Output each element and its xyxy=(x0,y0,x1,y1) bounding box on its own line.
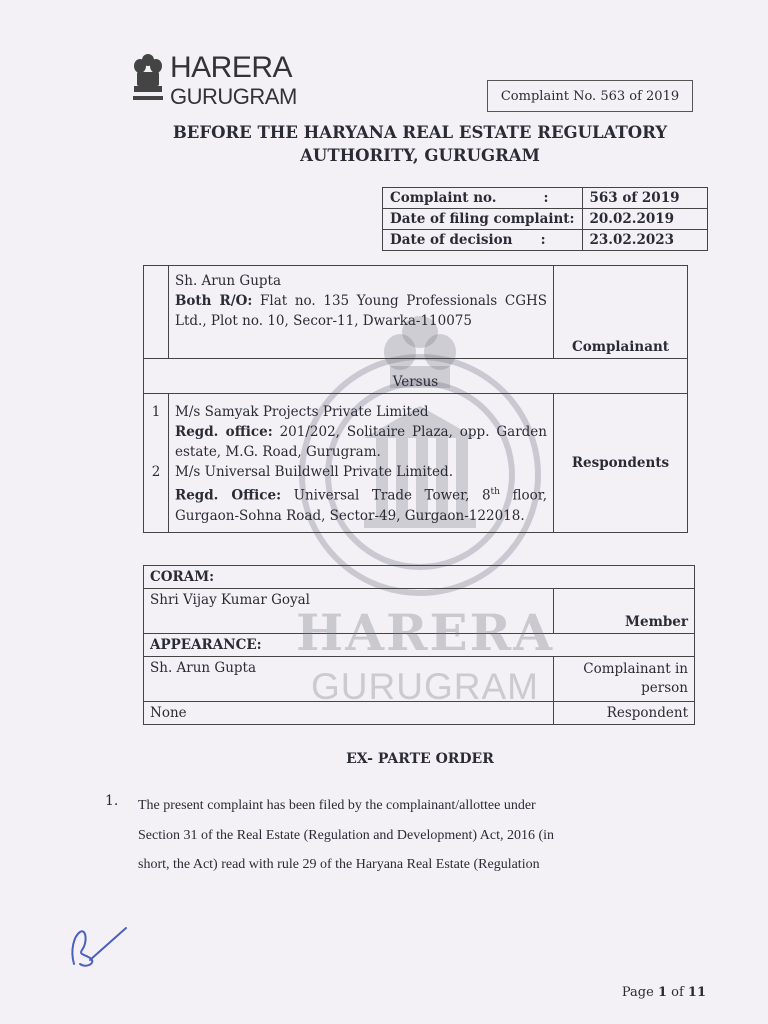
case-meta-table xyxy=(382,187,708,251)
respondent-office: Universal Trade Tower, 8 xyxy=(293,487,491,504)
table-row xyxy=(144,266,688,359)
table-row xyxy=(383,188,708,209)
respondent-office-cont: floor, Gurgaon-Sohna Road, Sector-49, Gurgaon-122018. xyxy=(175,487,548,524)
complainant-details xyxy=(169,266,554,359)
national-emblem-icon xyxy=(131,52,165,104)
paragraph-line: The present complaint has been filed by the complainant/allottee under xyxy=(138,798,536,813)
appearance-heading: APPEARANCE: xyxy=(144,634,695,657)
parties-table xyxy=(143,265,688,533)
meta-value: 20.02.2019 xyxy=(582,209,707,230)
signature-initials-icon xyxy=(66,920,130,972)
respondent-details xyxy=(169,394,554,533)
meta-label: Date of filing complaint: xyxy=(383,209,583,230)
appearance-role: Respondent xyxy=(554,702,695,725)
meta-label: Date of decision : xyxy=(383,230,583,251)
complaint-number-box: Complaint No. 563 of 2019 xyxy=(487,80,693,112)
appearance-name: None xyxy=(144,702,554,725)
table-row xyxy=(144,359,688,394)
logo-title: HARERA xyxy=(170,51,293,84)
appearance-name: Sh. Arun Gupta xyxy=(144,657,554,702)
table-row xyxy=(144,394,688,533)
page-number xyxy=(622,985,706,1000)
logo-subtitle: GURUGRAM xyxy=(170,84,297,109)
member-role: Member xyxy=(554,589,695,634)
table-row xyxy=(383,230,708,251)
table-row xyxy=(383,209,708,230)
page-prefix: Page xyxy=(621,985,658,1000)
respondent-office: 201/202, Solitaire Plaza, opp. Garden estate, M.G. Road, Gurugram. xyxy=(175,424,547,460)
address-label: Both R/O: xyxy=(175,293,253,309)
meta-value: 23.02.2023 xyxy=(582,230,707,251)
order-title: EX- PARTE ORDER xyxy=(346,751,494,767)
page-of: of xyxy=(667,985,688,1000)
watermark-title: HARERA xyxy=(295,603,555,662)
paragraph-line: Section 31 of the Real Estate (Regulation and Development) Act, 2016 (in xyxy=(138,827,555,843)
page-title: BEFORE THE HARYANA REAL ESTATE REGULATORY xyxy=(172,123,668,142)
office-label: Regd. Office: xyxy=(175,487,282,504)
appearance-role: Complainant in person xyxy=(554,657,695,702)
meta-label: Complaint no. : xyxy=(383,188,583,209)
respondent-name: M/s Samyak Projects Private Limited xyxy=(175,404,429,420)
table-row xyxy=(144,566,695,589)
respondent-name: M/s Universal Buildwell Private Limited. xyxy=(175,464,453,480)
respondent-number: 1 xyxy=(151,404,161,420)
complainant-address: Flat no. 135 Young Professionals CGHS Ltd., Plot no. 10, Secor-11, Dwarka-110075 xyxy=(175,293,547,329)
meta-value: 563 of 2019 xyxy=(582,188,707,209)
paragraph-line: short, the Act) read with rule 29 of the Haryana Real Estate (Regulation xyxy=(138,857,540,872)
paragraph-number: 1. xyxy=(105,793,119,809)
page-title-line2: AUTHORITY, GURUGRAM xyxy=(300,146,540,165)
superscript: th xyxy=(490,487,500,497)
member-name: Shri Vijay Kumar Goyal xyxy=(144,589,554,634)
page-total: 11 xyxy=(687,985,706,1000)
coram-heading: CORAM: xyxy=(144,566,695,589)
office-label: Regd. office: xyxy=(175,424,273,440)
versus-label: Versus xyxy=(144,359,688,394)
complainant-role: Complainant xyxy=(554,266,688,359)
order-paragraph xyxy=(138,791,706,880)
complainant-name: Sh. Arun Gupta xyxy=(175,273,282,289)
page-current: 1 xyxy=(657,985,667,1000)
respondents-role: Respondents xyxy=(554,394,688,533)
watermark-subtitle: GURUGRAM xyxy=(311,666,539,707)
respondent-number: 2 xyxy=(151,464,161,480)
